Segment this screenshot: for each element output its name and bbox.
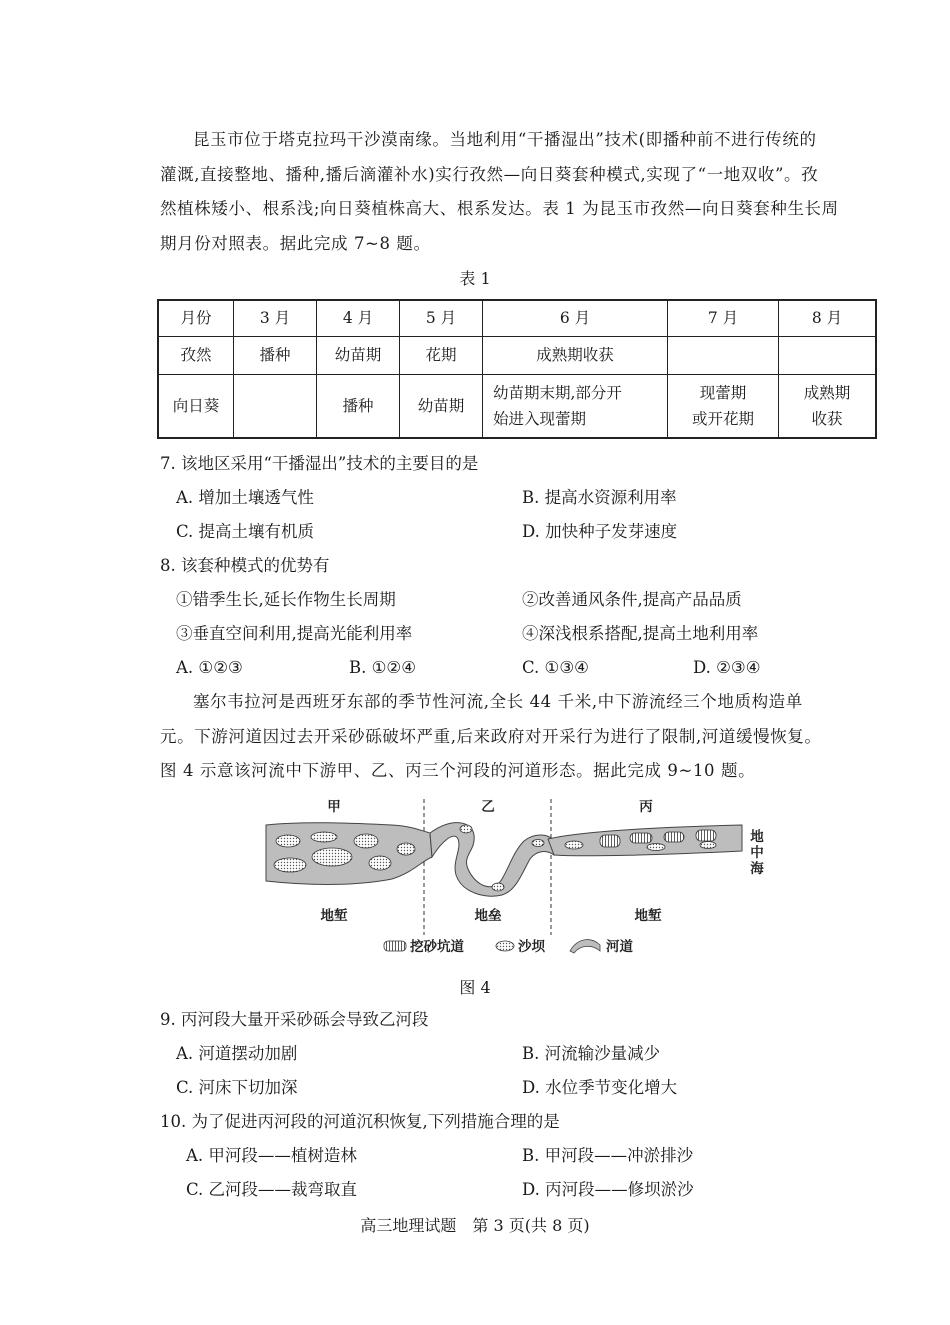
cell-line: 成熟期 <box>803 383 851 402</box>
table-cell <box>483 374 668 438</box>
header-cell: 6 月 <box>483 300 668 336</box>
intro-paragraph-9-10 <box>160 685 878 789</box>
figure-legend <box>384 938 634 955</box>
q10-option-d: D. 丙河段——修坝淤沙 <box>522 1180 694 1199</box>
structure-label-graben-1: 地堑 <box>320 908 348 924</box>
figure-4-river-diagram <box>262 795 772 965</box>
header-cell: 7 月 <box>668 300 779 336</box>
table-row-sunflower <box>158 374 876 438</box>
legend-river-symbol <box>570 940 600 953</box>
excavation-pit <box>600 835 620 847</box>
sea-label-1: 地 <box>750 829 764 845</box>
sand-bar <box>565 841 583 849</box>
intro1-line-1: 昆玉市位于塔克拉玛干沙漠南缘。当地利用“干播湿出”技术(即播种前不进行传统的 <box>193 130 817 149</box>
river-svg <box>262 795 772 965</box>
river-channel-yi <box>430 823 554 897</box>
q8-option-b: B. ①②④ <box>349 658 416 677</box>
table-cell <box>234 374 317 438</box>
q9-option-a: A. 河道摆动加剧 <box>176 1044 298 1063</box>
header-cell: 3 月 <box>234 300 317 336</box>
table-cell: 幼苗期 <box>317 336 400 374</box>
q7-option-c: C. 提高土壤有机质 <box>176 522 315 541</box>
q7-option-d: D. 加快种子发芽速度 <box>522 522 678 541</box>
table1-caption: 表 1 <box>459 269 491 288</box>
question-7-stem: 7. 该地区采用“干播湿出”技术的主要目的是 <box>160 454 479 473</box>
table-cell: 花期 <box>400 336 483 374</box>
excavation-pit <box>696 830 716 841</box>
header-cell: 5 月 <box>400 300 483 336</box>
question-8-stem: 8. 该套种模式的优势有 <box>160 556 330 575</box>
intro2-line-3: 图 4 示意该河流中下游甲、乙、丙三个河段的河道形态。据此完成 9~10 题。 <box>160 761 756 780</box>
q10-option-c: C. 乙河段——裁弯取直 <box>186 1180 358 1199</box>
cell-line: 现蕾期 <box>699 383 747 402</box>
q8-statement-3: ③垂直空间利用,提高光能利用率 <box>176 624 413 643</box>
sea-label-3: 海 <box>750 861 764 877</box>
table-row-cumin <box>158 336 876 374</box>
q9-option-b: B. 河流输沙量减少 <box>522 1044 661 1063</box>
table-1 <box>157 299 877 439</box>
page-footer: 高三地理试题 第 3 页(共 8 页) <box>360 1216 590 1235</box>
cell-line: 收获 <box>811 409 843 428</box>
question-10-stem: 10. 为了促进丙河段的河道沉积恢复,下列措施合理的是 <box>160 1112 560 1131</box>
header-cell: 月份 <box>158 300 234 336</box>
intro1-line-4: 期月份对照表。据此完成 7~8 题。 <box>160 233 431 253</box>
table-cell <box>668 374 779 438</box>
header-cell: 4 月 <box>317 300 400 336</box>
legend-sandbar-label: 沙坝 <box>518 939 545 955</box>
sand-bar <box>276 835 300 847</box>
sand-bar <box>532 840 544 847</box>
legend-sandbar-symbol <box>496 941 514 951</box>
q10-option-a: A. 甲河段——植树造林 <box>186 1146 357 1165</box>
table-cell: 播种 <box>234 336 317 374</box>
table-cell: 播种 <box>317 374 400 438</box>
header-cell: 8 月 <box>779 300 877 336</box>
sea-label-2: 中 <box>750 845 764 861</box>
section-label-jia: 甲 <box>327 799 341 815</box>
sand-bar <box>460 825 472 833</box>
q8-statement-2: ②改善通风条件,提高产品品质 <box>522 590 742 609</box>
row-label: 向日葵 <box>158 374 234 438</box>
sand-bar <box>369 856 391 870</box>
intro-paragraph-7-8 <box>160 123 878 261</box>
excavation-pit <box>630 833 652 843</box>
legend-pit-label: 挖砂坑道 <box>410 939 464 955</box>
q7-option-a: A. 增加土壤透气性 <box>176 488 314 507</box>
sand-bar <box>492 883 504 891</box>
section-label-yi: 乙 <box>481 799 495 815</box>
legend-pit-symbol <box>384 941 406 951</box>
intro1-line-2: 灌溉,直接整地、播种,播后滴灌补水)实行孜然—向日葵套种模式,实现了“一地双收”。孜 <box>160 164 819 184</box>
cell-line: 始进入现蕾期 <box>493 409 587 428</box>
sand-bar <box>354 834 378 848</box>
intro2-line-1: 塞尔韦拉河是西班牙东部的季节性河流,全长 44 千米,中下游流经三个地质构造单 <box>193 692 803 711</box>
intro1-line-3: 然植株矮小、根系浅;向日葵植株高大、根系发达。表 1 为昆玉市孜然—向日葵套种生长周 <box>160 199 839 218</box>
legend-river-label: 河道 <box>606 939 633 955</box>
table-cell: 成熟期收获 <box>483 336 668 374</box>
q8-option-a: A. ①②③ <box>176 658 243 677</box>
sand-bar <box>397 843 415 855</box>
intro2-line-2: 元。下游河道因过去开采砂砾破坏严重,后来政府对开采行为进行了限制,河道缓慢恢复。 <box>160 726 822 746</box>
q9-option-d: D. 水位季节变化增大 <box>522 1078 678 1097</box>
q7-option-b: B. 提高水资源利用率 <box>522 488 677 507</box>
q8-option-c: C. ①③④ <box>522 658 589 677</box>
structure-label-horst: 地垒 <box>474 908 502 924</box>
figure4-caption: 图 4 <box>459 978 491 997</box>
sand-bar <box>700 842 716 849</box>
section-label-bing: 丙 <box>639 799 653 815</box>
structure-label-graben-2: 地堑 <box>634 908 662 924</box>
table-cell <box>779 336 877 374</box>
sand-bar <box>312 848 352 866</box>
sand-bar <box>274 858 306 872</box>
sand-bar <box>647 844 665 851</box>
table-header-row <box>158 300 876 336</box>
sand-bar <box>311 832 337 842</box>
cell-line: 幼苗期末期,部分开 <box>493 383 622 402</box>
q9-option-c: C. 河床下切加深 <box>176 1078 298 1097</box>
table-cell <box>779 374 877 438</box>
table-cell <box>668 336 779 374</box>
q10-option-b: B. 甲河段——冲淤排沙 <box>522 1146 694 1165</box>
question-9-stem: 9. 丙河段大量开采砂砾会导致乙河段 <box>160 1010 429 1029</box>
q8-option-d: D. ②③④ <box>693 658 761 677</box>
intro1-line <box>160 123 878 158</box>
intro2-line <box>160 685 878 720</box>
table-cell: 幼苗期 <box>400 374 483 438</box>
excavation-pit <box>664 832 684 842</box>
q8-statement-1: ①错季生长,延长作物生长周期 <box>176 590 396 609</box>
q8-statement-4: ④深浅根系搭配,提高土地利用率 <box>522 624 759 643</box>
row-label: 孜然 <box>158 336 234 374</box>
cell-line: 或开花期 <box>691 409 754 428</box>
